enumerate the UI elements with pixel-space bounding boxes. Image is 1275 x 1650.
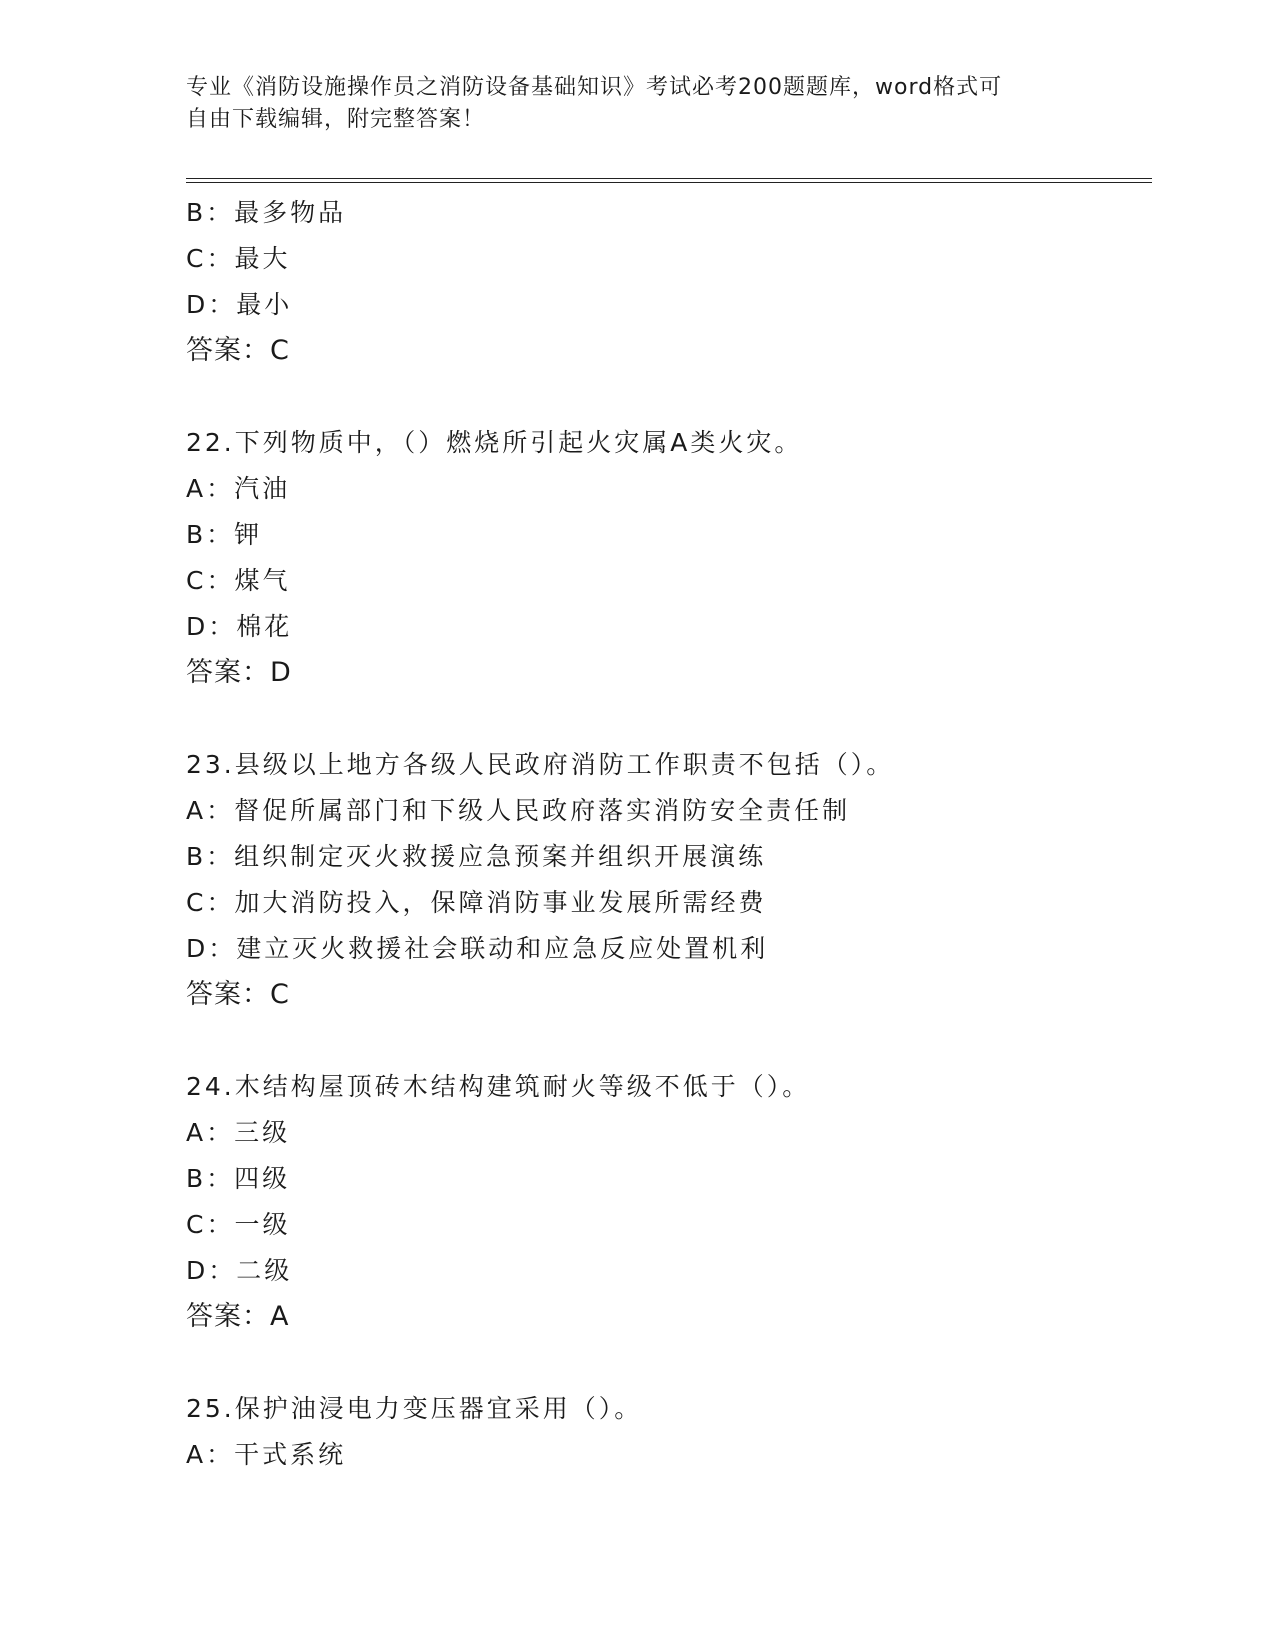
option-c: C：加大消防投入，保障消防事业发展所需经费: [186, 888, 767, 917]
document-header: [186, 72, 1076, 136]
question-text: 25.保护油浸电力变压器宜采用（）。: [186, 1394, 643, 1423]
answer-line: 答案：D: [186, 657, 292, 688]
question-text: 24.木结构屋顶砖木结构建筑耐火等级不低于（）。: [186, 1072, 811, 1101]
option-b: B：最多物品: [186, 198, 347, 227]
question-list: [186, 190, 1146, 1478]
option-d: D：二级: [186, 1256, 293, 1285]
option-a: A：督促所属部门和下级人民政府落实消防安全责任制: [186, 796, 851, 825]
option-d: D：棉花: [186, 612, 293, 641]
header-line-2: 自由下载编辑，附完整答案！: [186, 107, 486, 132]
question-block: [186, 742, 1146, 1018]
option-d: D：最小: [186, 290, 293, 319]
option-b: B：四级: [186, 1164, 291, 1193]
option-a: A：汽油: [186, 474, 291, 503]
option-c: C：煤气: [186, 566, 291, 595]
option-c: C：最大: [186, 244, 291, 273]
answer-line: 答案：C: [186, 335, 290, 366]
question-block: [186, 420, 1146, 696]
option-b: B：钾: [186, 520, 263, 549]
header-divider-top: [186, 178, 1152, 179]
answer-line: 答案：A: [186, 1301, 290, 1332]
option-c: C：一级: [186, 1210, 291, 1239]
option-d: D：建立灭火救援社会联动和应急反应处置机利: [186, 934, 769, 963]
spacer: [186, 1340, 1146, 1386]
question-text: 22.下列物质中，（）燃烧所引起火灾属A类火灾。: [186, 428, 803, 457]
answer-line: 答案：C: [186, 979, 290, 1010]
question-fragment: [186, 190, 1146, 374]
header-divider-bottom: [186, 182, 1152, 183]
question-text: 23.县级以上地方各级人民政府消防工作职责不包括（）。: [186, 750, 895, 779]
question-block: [186, 1064, 1146, 1340]
spacer: [186, 696, 1146, 742]
spacer: [186, 1018, 1146, 1064]
option-a: A：三级: [186, 1118, 291, 1147]
spacer: [186, 374, 1146, 420]
question-block: [186, 1386, 1146, 1478]
header-line-1: 专业《消防设施操作员之消防设备基础知识》考试必考200题题库，word格式可: [186, 75, 1003, 100]
option-b: B：组织制定灭火救援应急预案并组织开展演练: [186, 842, 767, 871]
option-a: A：干式系统: [186, 1440, 347, 1469]
